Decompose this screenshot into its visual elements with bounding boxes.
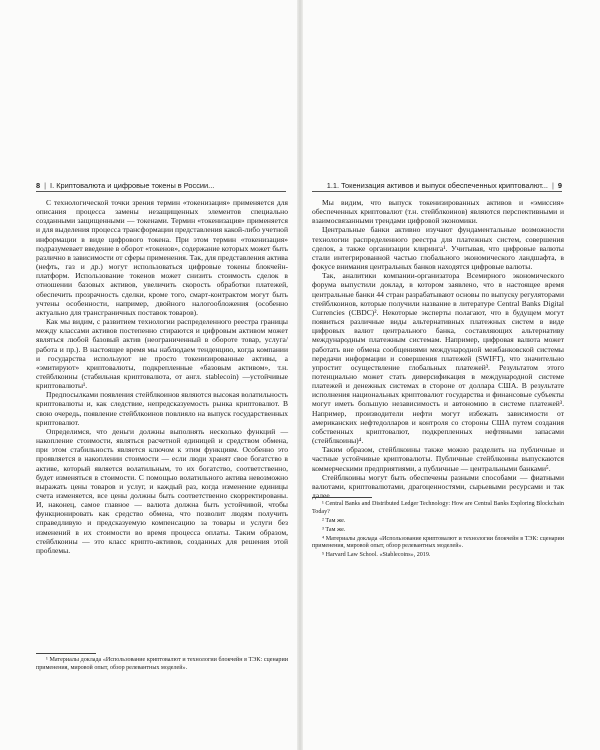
book-gutter — [297, 0, 303, 750]
left-page-number: 8 — [36, 181, 41, 190]
footnote: ¹ Central Banks and Distributed Ledger Technology: How are Central Banks Exploring Blockchain Today? — [312, 501, 564, 515]
left-footnotes — [36, 657, 288, 674]
right-footnotes — [312, 501, 564, 561]
paragraph: Предпосылками появления стейблкоинов являются высокая волатильность криптовалюты и, как следствие, непредсказуемость рынка криптовалют. В свою очередь, появление стейблкоинов повлияло на выпуск государственных криптовалют. — [36, 390, 288, 427]
paragraph: Стейблкоины могут быть обеспечены разными способами — фиатными валютами, криптовалютами, драгоценностями, сырьевыми ресурсами и так далее. — [312, 472, 564, 500]
paragraph: Таким образом, стейблкоины также можно разделить на публичные и частные устойчивые криптовалюты. Публичные стейблкоины выпускаются коммерческими предприятиями, а публичные — центральными банками⁵. — [312, 445, 564, 473]
footnote: ¹ Материалы доклада «Использование криптовалют и технологии блокчейн в ТЭК: сценарии применения, мировой опыт, обзор релевантных моделей». — [36, 657, 288, 671]
right-footnote-rule — [312, 497, 372, 498]
footnote: ³ Там же. — [322, 526, 346, 533]
right-header-separator: | — [551, 181, 554, 190]
footnote: ⁵ Harvard Law School. «Stablecoins», 2019. — [322, 552, 431, 559]
paragraph: Определимся, что деньги должны выполнять несколько функций — накопление стоимости, являться расчетной единицей и средством обмена, при этом стабильность является ключом к этим функциям. Особенно это проявляется в накоплении стоимости — если люди хранят свое богатство в активе, который является волатильным, то их богатство, соответственно, будет изменяться в стоимости. С помощью волатильного актива невозможно выражать цены товаров и услуг, и каждый раз, когда изменение единицы счета изменяется, все цены должны быть соответственно скорректированы. И, наконец, самое главное — валюта должна быть устойчивой, чтобы функционировать как средство обмена, что позволит людям получить справедливую и предсказуемую компенсацию за товары и услуги без изменений в их стоимости во время процесса оплаты. Таким образом, стейблкоины — это класс крипто-активов, созданных для решения этой проблемы. — [36, 426, 288, 555]
paragraph: С технологической точки зрения термин «токенизация» применяется для описания процесса замены незащищенных элементов специально созданными защищенными — токенами. Термин «токенизация» применяется и для выделения процесса трансформации представления какой-либо учетной информации в виде цифрового токена. При этом термин «токенизация» подразумевает введение в оборот «токенов», содержание которых может быть различно в зависимости от сферы применения. Так, для представления актива (нефть, газ и др.) могут использоваться цифровые токены блокчейн-платформ. Использование токенов может снизить стоимость сделок в отношении базовых активов, увеличить скорость обработки платежей, обеспечить прозрачность сделки, кроме того, смарт-контрактом могут быть учтены особенности, например, двойного налогообложения (особенно актуально для трансграничных поставок товаров). — [36, 198, 288, 317]
right-running-title: 1.1. Токенизация активов и выпуск обеспеченных криптовалют... — [326, 181, 548, 190]
footnote: ⁴ Материалы доклада «Использование криптовалют и технологии блокчейн в ТЭК: сценарии применения, мировой опыт, обзор релевантных моделей». — [312, 535, 564, 550]
right-page-number: 9 — [557, 181, 562, 190]
left-body-text — [36, 198, 288, 555]
paragraph: Центральные банки активно изучают фундаментальные возможности технологии распределенного реестра для платежных систем, совершения сделок, а также организации клиринга¹. Учитывая, что цифровые валюты стали интегрированной частью глобального экономического ландшафта, в фокусе внимания центральных банков находятся цифровые валюты. — [312, 225, 564, 272]
paragraph: Как мы видим, с развитием технологии распределенного реестра границы между классами активов постепенно стираются и цифровым активом может являться любой базовый актив (неограниченный в обороте товар, услуга/работа и пр.). В настоящее время мы наблюдаем тенденцию, когда компании и государства используют не просто токенизированные активы, а «эмитируют» криптовалюты, подкрепленные «базовым активом», т.н. стейблкоины (стабильная криптовалюта, от англ. stablecoin) —устойчивые криптовалюты¹. — [36, 317, 288, 391]
paragraph: Так, аналитики компании-организатора Всемирного экономического форума выпустили доклад, в котором заявлено, что в настоящее время центральные банки 44 стран разрабатывают основы по выпуску регуляторами стейблкоинов, которые получили название в литературе Central Banks Digital Currencies (CBDC)². Некоторые эксперты полагают, что в будущем могут появиться различные виды альтернативных платежных систем в виде цифровых валют центрального банка, составляющих альтернативу международным платежным системам. Например, цифровая валюта может работать вне обмена сообщениями международной межбанковской системы передачи информации и совершения платежей (SWIFT), что значительно упростит осуществление глобальных платежей³. Результатом этого потенциально может стать диверсификация в международной системе платежей и денежных системах в стороне от доллара США. В результате исполнения национальных криптовалют государства и финансовые субъекты могут иметь большую независимость и автономию в системе платежей³. Например, производители нефти могут избежать зависимости от американских нефтедолларов и контроля со стороны США путем создания собственных криптовалют, подкрепленных нефтяными запасами (стейблкоины)⁴. — [312, 271, 564, 446]
footnote: ² Там же. — [322, 517, 346, 524]
left-footnote-rule — [36, 653, 96, 654]
right-body-text — [312, 198, 564, 500]
paragraph: Мы видим, что выпуск токенизированных активов и «эмиссия» обеспеченных криптовалют (т.н. стейблкоинов) являются перспективными и взаимосвязанными трендами цифровой экономики. — [312, 198, 564, 226]
left-header-separator: | — [44, 181, 47, 190]
right-running-header — [312, 180, 562, 192]
left-running-title: I. Криптовалюта и цифровые токены в России... — [50, 181, 215, 190]
left-running-header — [36, 180, 286, 192]
